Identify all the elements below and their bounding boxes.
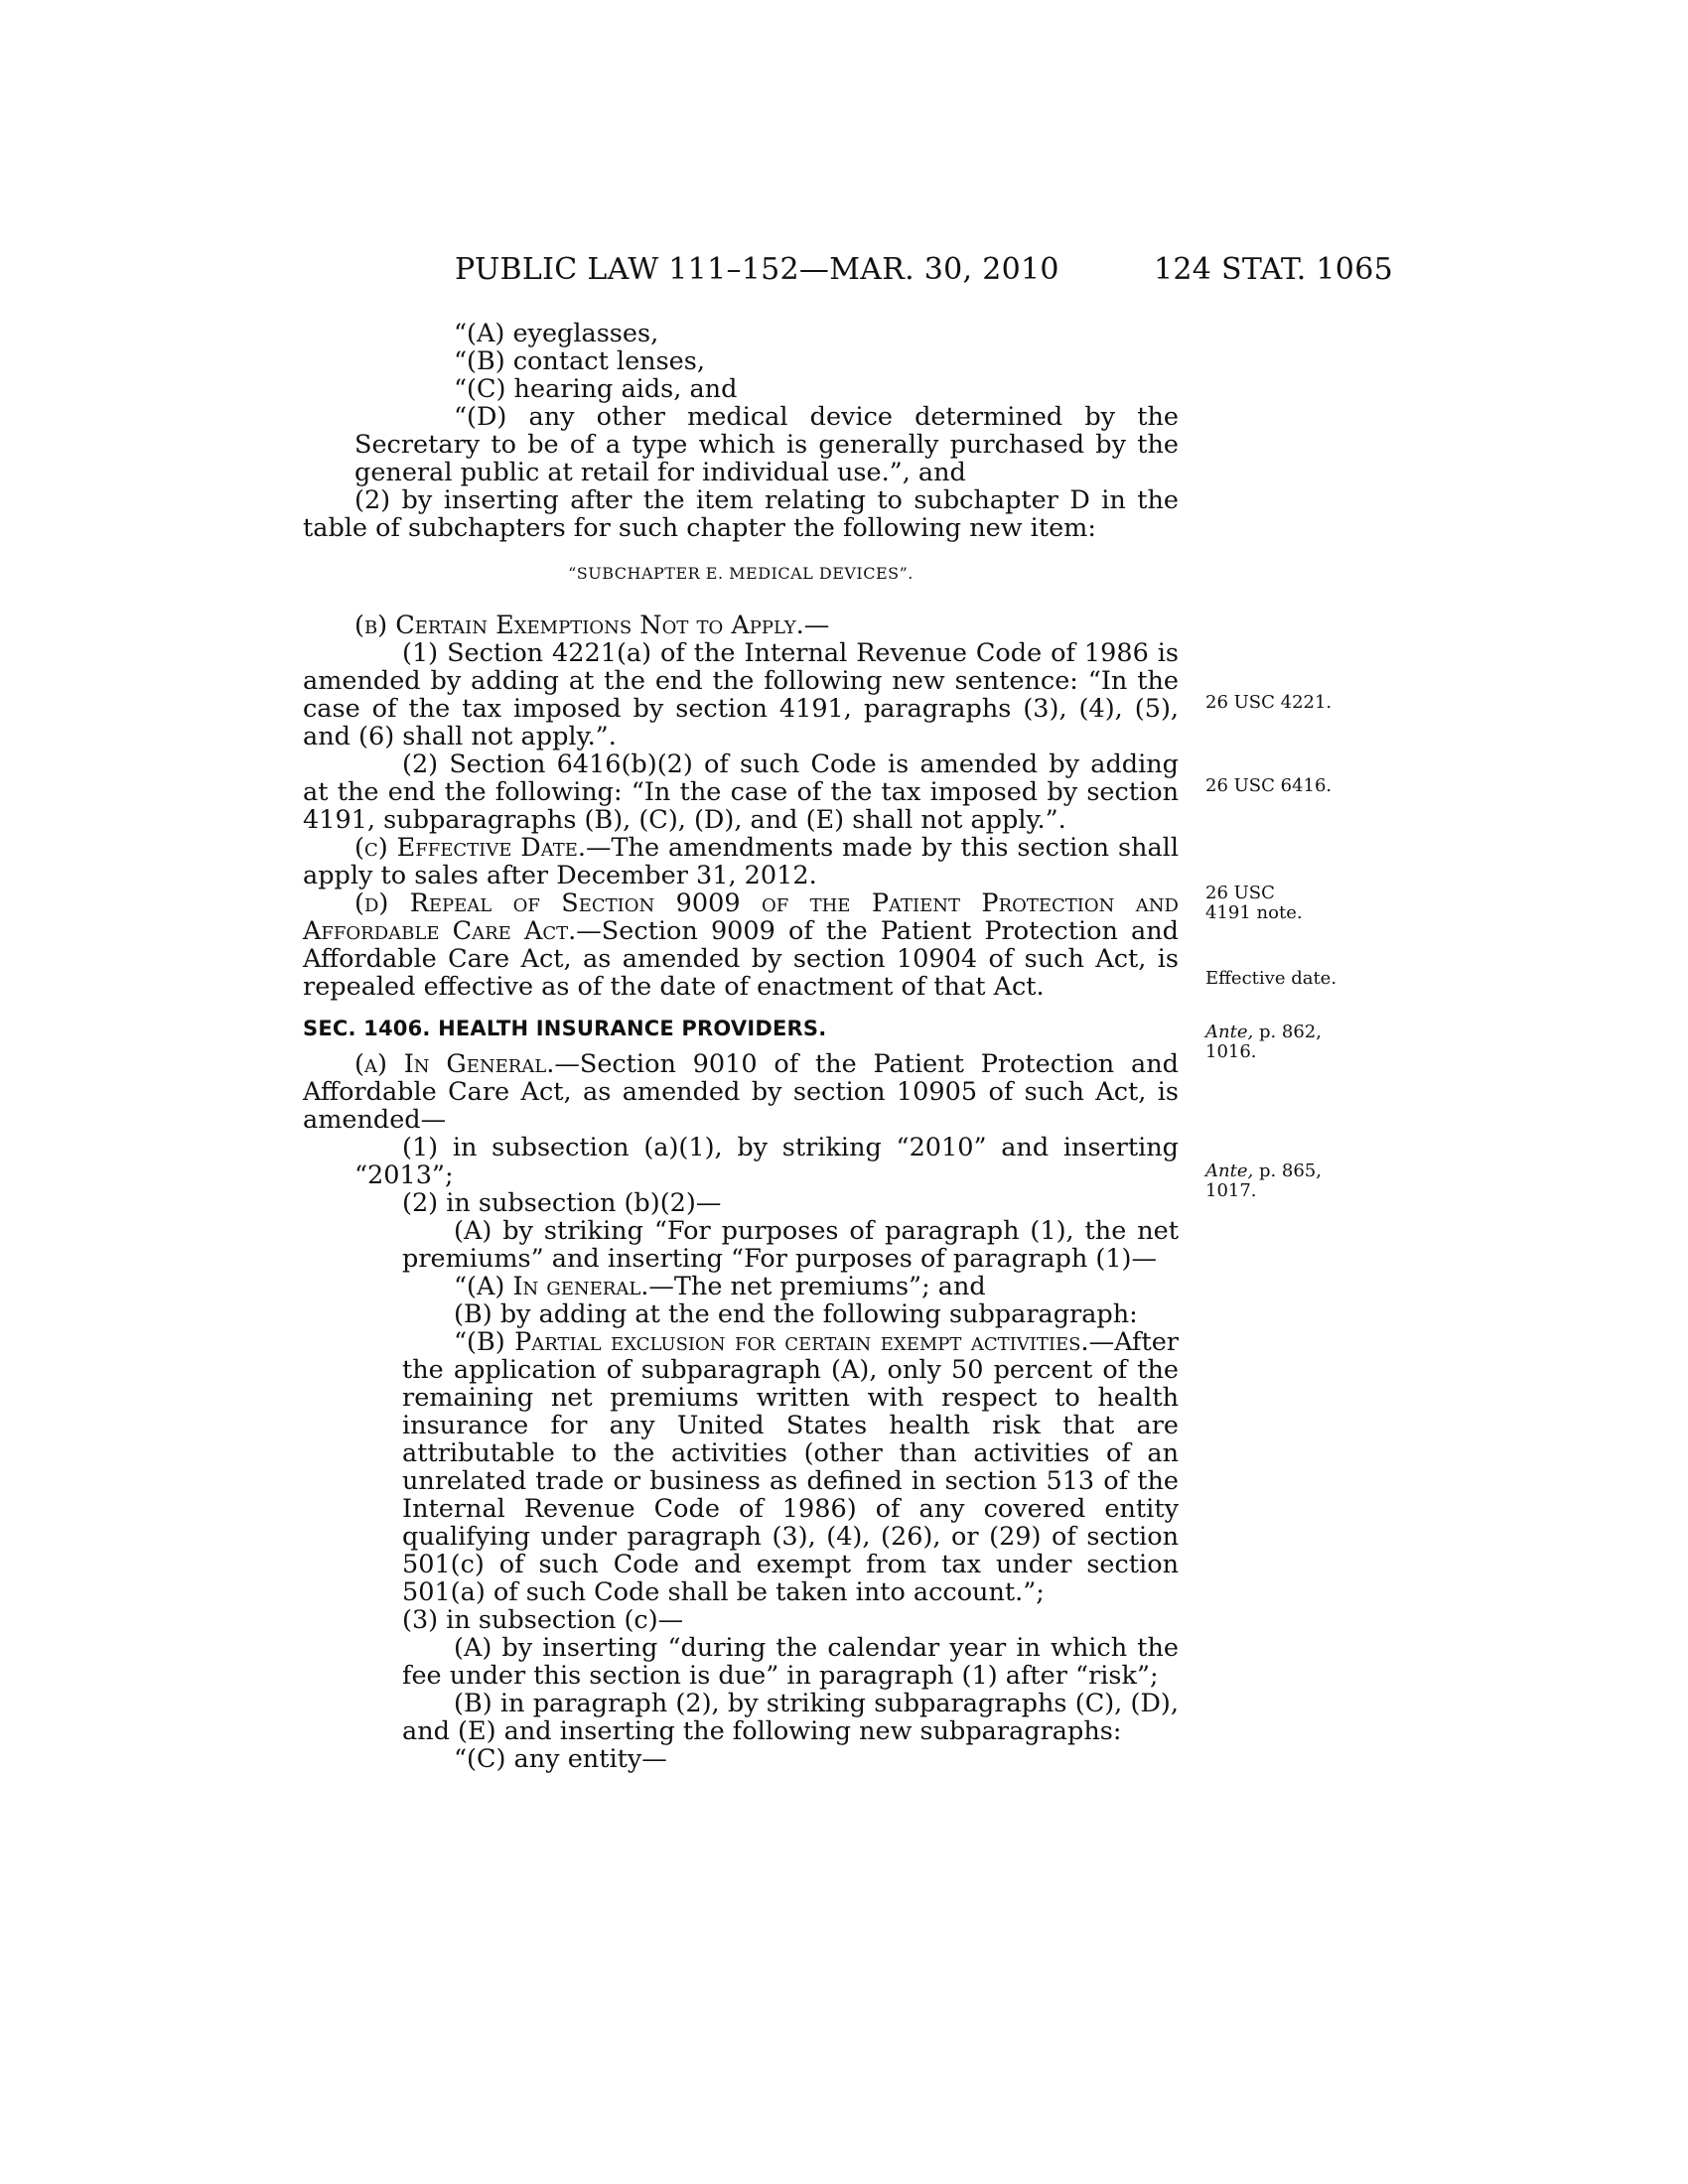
paragraph: (2) Section 6416(b)(2) of such Code is amended by adding at the end the following: “In the case of the tax imposed by section 4191, subparagraphs (B), (C), (D), and (E) shall not apply.”. <box>303 750 1179 835</box>
margin-note-ante: Ante, <box>1205 1022 1254 1042</box>
list-item: (B) by adding at the end the following subparagraph: <box>454 1299 1138 1329</box>
margin-note-ref: p. 865, 1017. <box>1205 1160 1322 1201</box>
list-item: (2) in subsection (b)(2)— <box>402 1188 722 1218</box>
paragraph: (1) Section 4221(a) of the Internal Revenue Code of 1986 is amended by adding at the end the following new sentence: “In the case of the tax imposed by section 4191, paragraphs (3), (4), (5), and (6) shall not apply.”. <box>303 638 1179 751</box>
margin-note: 26 USC 4191 note. <box>1205 883 1303 923</box>
subsection-text: —The amendments made by this section shall apply to sales after December 31, 2012. <box>303 833 1179 890</box>
paragraph <box>303 889 1179 1001</box>
list-item: (A) by inserting “during the calendar year in which the fee under this section is due” in paragraph (1) after “risk”; <box>402 1633 1179 1691</box>
section-heading: SEC. 1406. HEALTH INSURANCE PROVIDERS. <box>303 1017 827 1040</box>
quoted-text: —The net premiums”; and <box>648 1272 986 1301</box>
margin-note: Effective date. <box>1205 968 1337 989</box>
list-item: (1) in subsection (a)(1), by striking “2010” and inserting “2013”; <box>354 1133 1179 1190</box>
subsection-heading: (a) In General. <box>354 1049 555 1079</box>
paragraph: (2) by inserting after the item relating to subchapter D in the table of subchapters for such chapter the following new item: <box>303 485 1179 543</box>
subsection-heading: (d) Repeal of Section 9009 of the Patient Protection and Affordable Care Act. <box>303 888 1179 946</box>
subsection-text: —Section 9009 of the Patient Protection and Affordable Care Act, as amended by section 10904 of such Act, is repealed effective as of the date of enactment of that Act. <box>303 916 1179 1002</box>
margin-note: 26 USC 4221. <box>1205 692 1333 713</box>
table-of-subchapters-item: “SUBCHAPTER E. MEDICAL DEVICES”. <box>568 564 914 583</box>
list-item: (A) by striking “For purposes of paragraph (1), the net premiums” and inserting “For purposes of paragraph (1)— <box>402 1216 1179 1274</box>
margin-note-ref: p. 862, 1016. <box>1205 1022 1322 1062</box>
list-item: (B) in paragraph (2), by striking subparagraphs (C), (D), and (E) and inserting the following new subparagraphs: <box>402 1689 1179 1746</box>
quoted-heading: “(B) Partial exclusion for certain exempt activities. <box>454 1327 1089 1357</box>
paragraph <box>303 834 1179 889</box>
list-item: “(C) any entity— <box>454 1744 667 1774</box>
quoted-text: —After the application of subparagraph (A), only 50 percent of the remaining net premiums written with respect to health insurance for any United States health risk that are attributable to the activities (other than activities of an unrelated trade or business as defined in section 513 of the Internal Revenue Code of 1986) of any covered entity qualifying under paragraph (3), (4), (26), or (29) of section 501(c) of such Code and exempt from tax under section 501(a) of such Code shall be taken into account.”; <box>402 1327 1179 1607</box>
list-item <box>303 1328 1179 1606</box>
paragraph <box>303 1050 1179 1134</box>
quoted-heading: “(A) In general. <box>454 1272 649 1301</box>
list-item: “(B) contact lenses, <box>454 346 705 376</box>
list-item: “(C) hearing aids, and <box>454 374 738 404</box>
margin-note <box>1205 1161 1335 1201</box>
list-item <box>303 1273 1179 1300</box>
margin-note <box>1205 1023 1335 1062</box>
list-item: “(D) any other medical device determined by the Secretary to be of a type which is generally purchased by the general public at retail for individual use.”, and <box>354 402 1179 487</box>
statute-body <box>303 320 1179 1773</box>
list-item: “(A) eyeglasses, <box>454 319 659 348</box>
margin-note-ante: Ante, <box>1205 1160 1254 1181</box>
subsection-text: —Section 9010 of the Patient Protection and Affordable Care Act, as amended by section 10905 of such Act, is amended— <box>303 1049 1179 1135</box>
list-item: (3) in subsection (c)— <box>402 1605 684 1635</box>
running-header-title: PUBLIC LAW 111–152—MAR. 30, 2010 <box>455 252 1059 287</box>
running-header-page-number: 124 STAT. 1065 <box>1154 252 1393 287</box>
margin-note: 26 USC 6416. <box>1205 775 1333 796</box>
subsection-heading: (b) Certain Exemptions Not to Apply.— <box>354 611 830 640</box>
subsection-heading: (c) Effective Date. <box>354 833 587 863</box>
